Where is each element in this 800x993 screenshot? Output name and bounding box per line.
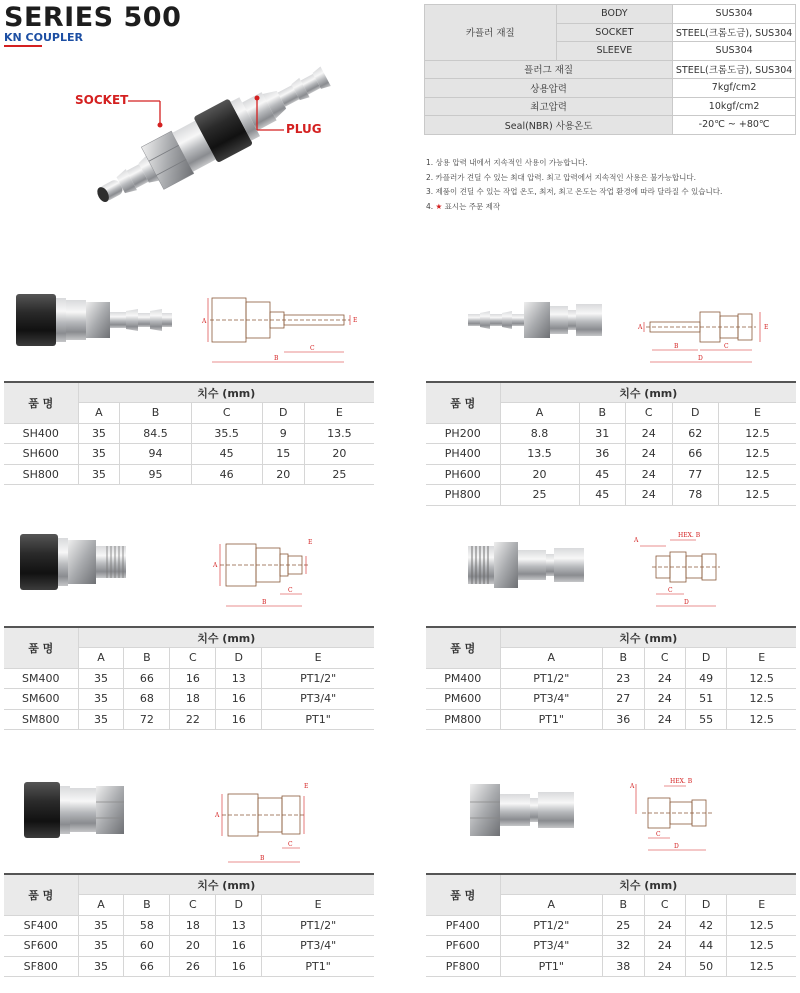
dimension-cell: 12.5 — [718, 485, 796, 506]
dimension-cell: 25 — [304, 464, 374, 485]
socket-hose-drawing — [190, 290, 365, 370]
plug-male-drawing — [626, 528, 776, 618]
svg-text:A: A — [630, 783, 635, 790]
table-header-cell: E — [727, 648, 796, 669]
dimension-cell: PT1/2" — [500, 668, 603, 689]
dimension-cell: 68 — [124, 689, 170, 710]
dimension-cell: 8.8 — [500, 423, 579, 444]
dimension-cell: PT3/4" — [262, 936, 374, 957]
dimension-cell: 78 — [672, 485, 718, 506]
socket-male-icon — [18, 532, 128, 592]
dimension-cell: 12.5 — [727, 668, 796, 689]
table-header-cell: 치수 (mm) — [78, 627, 374, 648]
col-a-header: A — [78, 403, 120, 424]
col-e-header: E — [304, 403, 374, 424]
size-header: 치수 (mm) — [78, 382, 374, 403]
model-cell: PF600 — [426, 936, 500, 957]
sf-dimension-table — [4, 873, 374, 977]
dimension-cell: 46 — [191, 464, 262, 485]
plug-female-drawing — [626, 774, 756, 864]
table-header-cell: C — [626, 403, 672, 424]
dimension-cell: PT1/2" — [262, 915, 374, 936]
dimension-cell: 77 — [672, 464, 718, 485]
svg-text:HEX. B: HEX. B — [670, 778, 693, 785]
table-header-cell: 치수 (mm) — [500, 627, 796, 648]
socket-female-icon — [22, 780, 126, 840]
svg-text:C: C — [288, 841, 293, 848]
svg-text:C: C — [288, 587, 293, 594]
dimension-cell: 24 — [626, 444, 672, 465]
table-header-cell: A — [500, 895, 603, 916]
dimension-cell: PT1" — [500, 709, 603, 730]
dimension-cell: 51 — [685, 689, 726, 710]
dim-e-label: E — [353, 317, 358, 324]
dimension-cell: 35 — [78, 689, 124, 710]
dimension-cell: 72 — [124, 709, 170, 730]
svg-text:A: A — [213, 562, 218, 569]
table-row — [4, 936, 374, 957]
dimension-cell: 35 — [78, 464, 120, 485]
socket-label: SOCKET — [556, 23, 673, 42]
dimension-cell: 16 — [216, 689, 262, 710]
dimension-cell: 66 — [124, 956, 170, 977]
dimension-cell: 24 — [644, 709, 685, 730]
svg-text:A: A — [215, 812, 220, 819]
dimension-cell: 16 — [170, 668, 216, 689]
note-4-text: 표시는 주문 제작 — [444, 201, 501, 211]
dimension-cell: 45 — [579, 464, 625, 485]
model-cell: SF800 — [4, 956, 78, 977]
plug-hose-icon — [466, 296, 606, 344]
table-row — [426, 668, 796, 689]
hero-coupler-image — [60, 50, 360, 220]
table-row — [4, 915, 374, 936]
dimension-cell: 44 — [685, 936, 726, 957]
col-d-header: D — [262, 403, 304, 424]
dimension-cell: 22 — [170, 709, 216, 730]
dimension-cell: 13 — [216, 915, 262, 936]
svg-text:D: D — [674, 843, 679, 850]
table-header-cell: 치수 (mm) — [500, 382, 796, 403]
svg-text:D: D — [698, 355, 703, 362]
dim-a-label: A — [202, 318, 207, 325]
dimension-cell: 35 — [78, 423, 120, 444]
socket-male-drawing — [200, 534, 330, 614]
model-cell: PH400 — [426, 444, 500, 465]
dimension-cell: 12.5 — [727, 915, 796, 936]
dimension-cell: 20 — [170, 936, 216, 957]
dimension-cell: 50 — [685, 956, 726, 977]
table-header-cell: A — [500, 648, 603, 669]
model-cell: SH400 — [4, 423, 78, 444]
table-header-cell: E — [718, 403, 796, 424]
dimension-cell: PT1/2" — [262, 668, 374, 689]
model-cell: PH200 — [426, 423, 500, 444]
table-row — [426, 485, 796, 506]
note-1: 1. 상용 압력 내에서 지속적인 사용이 가능합니다. — [426, 158, 588, 167]
table-header-cell: 품 명 — [426, 874, 500, 915]
dimension-cell: 18 — [170, 915, 216, 936]
dimension-cell: 24 — [626, 485, 672, 506]
table-header-cell: E — [262, 648, 374, 669]
plug-material-label: 플러그 재질 — [425, 60, 673, 79]
dimension-cell: 9 — [262, 423, 304, 444]
dimension-cell: 45 — [579, 485, 625, 506]
model-cell: PM600 — [426, 689, 500, 710]
dimension-cell: 35 — [78, 956, 124, 977]
table-header-cell: E — [727, 895, 796, 916]
model-cell: PF400 — [426, 915, 500, 936]
note-4 — [426, 200, 722, 215]
dimension-cell: 27 — [603, 689, 644, 710]
dimension-cell: PT3/4" — [262, 689, 374, 710]
dimension-cell: 25 — [603, 915, 644, 936]
dimension-cell: 24 — [644, 668, 685, 689]
socket-hose-icon — [14, 292, 174, 348]
working-pressure-value: 7kgf/cm2 — [673, 79, 796, 98]
subtitle-underline — [4, 45, 42, 47]
table-header-cell: D — [672, 403, 718, 424]
table-row — [426, 709, 796, 730]
table-row — [4, 423, 374, 444]
dimension-cell: 42 — [685, 915, 726, 936]
dimension-cell: 35 — [78, 915, 124, 936]
body-value: SUS304 — [673, 5, 796, 24]
dimension-cell: 36 — [579, 444, 625, 465]
col-c-header: C — [191, 403, 262, 424]
svg-text:A: A — [638, 324, 643, 331]
dimension-cell: PT1" — [262, 956, 374, 977]
svg-text:C: C — [668, 587, 673, 594]
dimension-cell: PT1/2" — [500, 915, 603, 936]
dimension-cell: 35 — [78, 444, 120, 465]
model-cell: SF400 — [4, 915, 78, 936]
dimension-cell: 20 — [304, 444, 374, 465]
table-header-cell: B — [124, 895, 170, 916]
svg-text:D: D — [684, 599, 689, 606]
body-label: BODY — [556, 5, 673, 24]
dimension-cell: 20 — [500, 464, 579, 485]
table-header-cell: A — [78, 895, 124, 916]
page-title: SERIES 500 — [4, 2, 182, 33]
dimension-cell: 94 — [120, 444, 191, 465]
dimension-cell: 35 — [78, 936, 124, 957]
page-subtitle: KN COUPLER — [4, 31, 83, 44]
model-cell: PH600 — [426, 464, 500, 485]
table-row — [4, 956, 374, 977]
col-b-header: B — [120, 403, 191, 424]
dimension-cell: 12.5 — [718, 444, 796, 465]
dimension-cell: 13.5 — [500, 444, 579, 465]
star-icon: ★ — [435, 201, 443, 211]
coupler-material-header: 카플러 재질 — [425, 5, 557, 61]
table-header-cell: 품 명 — [4, 874, 78, 915]
model-cell: SH600 — [4, 444, 78, 465]
model-cell: PF800 — [426, 956, 500, 977]
dimension-cell: 12.5 — [727, 709, 796, 730]
dim-c-label: C — [310, 345, 315, 352]
table-header-cell: 품 명 — [426, 382, 500, 423]
model-cell: PM400 — [426, 668, 500, 689]
dimension-cell: 35.5 — [191, 423, 262, 444]
seal-temp-value: -20℃ ~ +80℃ — [673, 116, 796, 135]
dimension-cell: 12.5 — [727, 689, 796, 710]
dimension-cell: 38 — [603, 956, 644, 977]
pm-dimension-table — [426, 626, 796, 730]
dimension-cell: PT1" — [262, 709, 374, 730]
model-cell: PH800 — [426, 485, 500, 506]
dimension-cell: 24 — [626, 464, 672, 485]
dimension-cell: 24 — [626, 423, 672, 444]
table-header-cell: D — [685, 895, 726, 916]
model-cell: SM800 — [4, 709, 78, 730]
max-pressure-value: 10kgf/cm2 — [673, 97, 796, 116]
dimension-cell: 15 — [262, 444, 304, 465]
svg-text:E: E — [304, 783, 309, 790]
table-header-cell: B — [603, 648, 644, 669]
table-header-cell: C — [644, 895, 685, 916]
table-row — [426, 444, 796, 465]
hex-label: HEX. B — [678, 532, 701, 539]
table-header-cell: C — [644, 648, 685, 669]
svg-text:B: B — [262, 599, 267, 606]
dimension-cell: 16 — [216, 956, 262, 977]
table-header-cell: B — [579, 403, 625, 424]
dimension-cell: 24 — [644, 915, 685, 936]
socket-female-drawing — [200, 780, 330, 870]
seal-temp-label: Seal(NBR) 사용온도 — [425, 116, 673, 135]
plug-female-icon — [468, 782, 578, 838]
plug-callout: PLUG — [286, 122, 322, 136]
notes-list — [426, 156, 722, 214]
table-header-cell: 치수 (mm) — [78, 874, 374, 895]
note-4-number: 4. — [426, 201, 434, 211]
note-3: 3. 제품이 견딜 수 있는 작업 온도, 최저, 최고 온도는 작업 환경에 따라 달라질 수 있습니다. — [426, 187, 723, 196]
table-row — [4, 709, 374, 730]
model-cell: SH800 — [4, 464, 78, 485]
table-row — [4, 444, 374, 465]
material-spec-table — [424, 4, 796, 135]
plug-material-value: STEEL(크롬도금), SUS304 — [673, 60, 796, 79]
table-header-cell: D — [685, 648, 726, 669]
dimension-cell: 13.5 — [304, 423, 374, 444]
table-header-cell: B — [603, 895, 644, 916]
dimension-cell: 58 — [124, 915, 170, 936]
table-row — [426, 464, 796, 485]
svg-text:B: B — [674, 343, 679, 350]
dimension-cell: 12.5 — [727, 936, 796, 957]
sh-dimension-table — [4, 381, 374, 485]
table-header-cell: C — [170, 895, 216, 916]
dimension-cell: 13 — [216, 668, 262, 689]
dimension-cell: 16 — [216, 709, 262, 730]
table-row — [4, 668, 374, 689]
dimension-cell: 24 — [644, 689, 685, 710]
model-header: 품 명 — [4, 382, 78, 423]
table-header-cell: A — [500, 403, 579, 424]
dimension-cell: 12.5 — [718, 464, 796, 485]
dimension-cell: 24 — [644, 936, 685, 957]
svg-text:C: C — [724, 343, 729, 350]
table-row — [426, 689, 796, 710]
dimension-cell: 66 — [124, 668, 170, 689]
svg-text:A: A — [634, 537, 639, 544]
dimension-cell: 55 — [685, 709, 726, 730]
table-header-cell: A — [78, 648, 124, 669]
dimension-cell: 35 — [78, 709, 124, 730]
table-header-cell: C — [170, 648, 216, 669]
table-header-cell: B — [124, 648, 170, 669]
model-cell: SM400 — [4, 668, 78, 689]
sm-dimension-table — [4, 626, 374, 730]
dimension-cell: 24 — [644, 956, 685, 977]
dimension-cell: 26 — [170, 956, 216, 977]
dimension-cell: 12.5 — [727, 956, 796, 977]
table-row — [4, 689, 374, 710]
dimension-cell: 60 — [124, 936, 170, 957]
socket-value: STEEL(크롬도금), SUS304 — [673, 23, 796, 42]
dimension-cell: 25 — [500, 485, 579, 506]
dimension-cell: 45 — [191, 444, 262, 465]
table-row — [426, 423, 796, 444]
table-row — [426, 936, 796, 957]
sleeve-value: SUS304 — [673, 42, 796, 61]
dimension-cell: 16 — [216, 936, 262, 957]
ph-dimension-table — [426, 381, 796, 506]
dimension-cell: 35 — [78, 668, 124, 689]
sleeve-label: SLEEVE — [556, 42, 673, 61]
dimension-cell: 31 — [579, 423, 625, 444]
dimension-cell: 95 — [120, 464, 191, 485]
dim-b-label: B — [274, 355, 279, 362]
dimension-cell: 36 — [603, 709, 644, 730]
svg-text:E: E — [308, 539, 313, 546]
dimension-cell: 20 — [262, 464, 304, 485]
model-cell: PM800 — [426, 709, 500, 730]
dimension-cell: 66 — [672, 444, 718, 465]
table-header-cell: 치수 (mm) — [500, 874, 796, 895]
dimension-cell: 18 — [170, 689, 216, 710]
plug-hose-drawing — [628, 298, 778, 370]
dimension-cell: 23 — [603, 668, 644, 689]
svg-text:E: E — [764, 324, 769, 331]
table-header-cell: 품 명 — [4, 627, 78, 668]
table-row — [426, 956, 796, 977]
max-pressure-label: 최고압력 — [425, 97, 673, 116]
dimension-cell: 62 — [672, 423, 718, 444]
working-pressure-label: 상용압력 — [425, 79, 673, 98]
dimension-cell: 49 — [685, 668, 726, 689]
socket-callout: SOCKET — [75, 93, 129, 107]
model-cell: SM600 — [4, 689, 78, 710]
table-header-cell: D — [216, 895, 262, 916]
pf-dimension-table — [426, 873, 796, 977]
dimension-cell: 32 — [603, 936, 644, 957]
table-header-cell: 품 명 — [426, 627, 500, 668]
dimension-cell: 84.5 — [120, 423, 191, 444]
dimension-cell: PT1" — [500, 956, 603, 977]
plug-male-icon — [466, 540, 586, 590]
dimension-cell: PT3/4" — [500, 936, 603, 957]
table-header-cell: D — [216, 648, 262, 669]
table-header-cell: E — [262, 895, 374, 916]
dimension-cell: PT3/4" — [500, 689, 603, 710]
dimension-cell: 12.5 — [718, 423, 796, 444]
table-row — [4, 464, 374, 485]
table-row — [426, 915, 796, 936]
note-2: 2. 카플러가 견딜 수 있는 최대 압력. 최고 압력에서 지속적인 사용은 불가능합니다. — [426, 172, 696, 182]
svg-text:C: C — [656, 831, 661, 838]
svg-text:B: B — [260, 855, 265, 862]
model-cell: SF600 — [4, 936, 78, 957]
